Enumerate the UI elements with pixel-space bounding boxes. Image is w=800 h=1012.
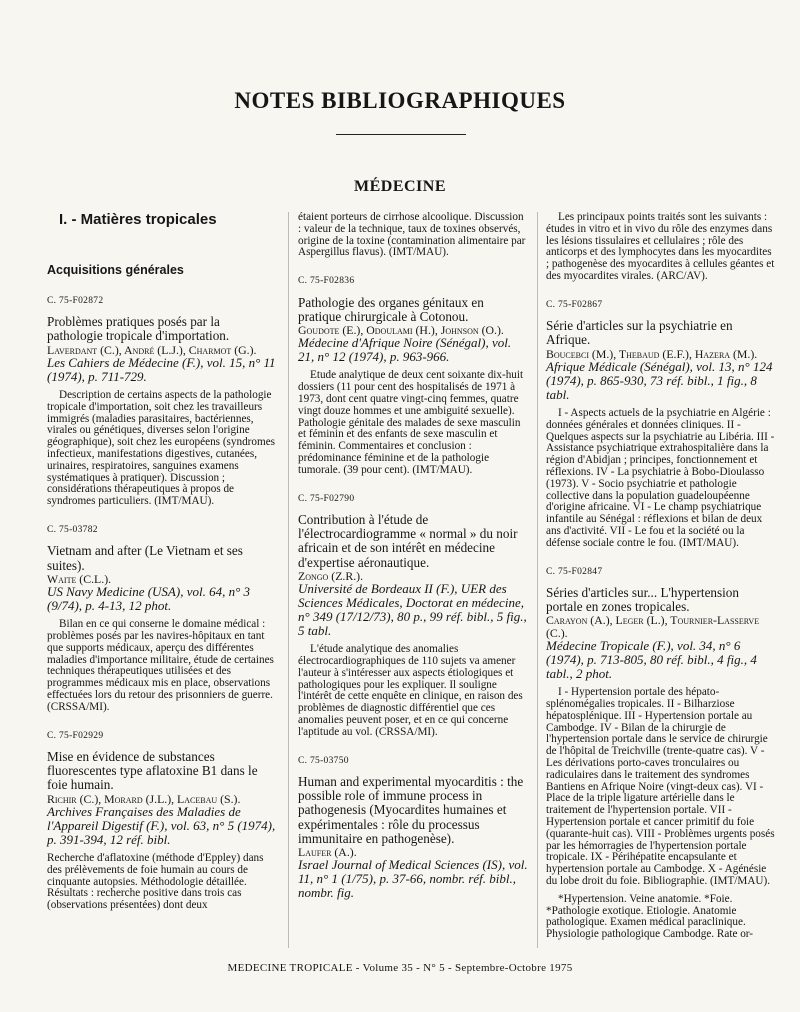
section-title: MÉDECINE xyxy=(353,178,446,195)
entry-abstract: Description de certains aspects de la pathologie tropicale d'importation, soit chez les travailleurs immigrés (maladies parasitaires, bactériennes, virales ou génétiques, diverses selon l'origine géographique), soit chez les européens (syndromes infectieux, manifestations digestives, cutanées, urinaires, respiratoires, sanguines examens systématiques à pratiquer). Discussion ; considérations thérapeutiques à propos de syndromes particuliers. (IMT/MAU). xyxy=(47,389,276,508)
entry-authors: Carayon (A.), Leger (L.), Tournier-Lasserve (C.). xyxy=(546,613,760,640)
entry-title: Mise en évidence de substances fluorescentes type aflatoxine B1 dans le foie humain. xyxy=(47,749,258,793)
entry-keywords: *Hypertension. Veine anatomie. *Foie. *Pathologie exotique. Etiologie. Anatomie pathologique. Examen médical paraclinique. Physiologie pathologique Cambodge. Rate or- xyxy=(546,892,754,941)
entry-abstract: Recherche d'aflatoxine (méthode d'Eppley) dans des prélèvements de foie humain au cours de cinquante autopsies. Méthodologie détaillée. Résultats : recherche positive dans trois cas (observations présentées) dont deux xyxy=(47,852,264,912)
bibliography-entry xyxy=(47,295,278,508)
entry-authors: Laufer (A.). xyxy=(298,845,357,859)
entry-reference: C. 75-F02836 xyxy=(298,276,355,287)
entry-abstract: I - Aspects actuels de la psychiatrie en Algérie : données générales et données cliniques. II - Quelques aspects sur la psychiatrie au Libéria. III - Assistance psychiatrique extrahospitalière dans la région d'Abidjan ; principes, fonctionnement et réflexions. IV - La psychiatrie à Bobo-Dioulasso (1973). V - Socio psychiatrie et pathologie collective dans la population guadeloupéenne d'origine africaine. VI - Le champ psychiatrique infantile au Sénégal : réflexions et bilan de deux ans d'activité. VII - Le fou et la société ou la défense sociale contre le fou. (IMT/MAU). xyxy=(546,407,775,549)
entry-abstract: I - Hypertension portale des hépato-splénomégalies tropicales. II - Bilharziose hépatosplénique. III - Hypertension portale au Cambodge. IV - Bilan de la chirurgie de l'hypertension portale dans le service de chirurgie de l'hôpital de Treichville (trente-quatre cas). V - Les dérivations porto-caves tronculaires ou radiculaires dans le traitement des syndromes Bantiens en Afrique Noire (vingt-deux cas). VI - Place de la triple ligature artérielle dans le traitement de l'hypertension portale. VII - Hypertension portale et cancer primitif du foie (quarante-huit cas). VIII - Problèmes urgents posés par les hémorragies de l'hypertension portale tropicale. IX - Périhépatite encapsulante et hypertension portale au Cambodge. X - Agénésie du lobe droit du foie. Bibliographie. (IMT/MAU). xyxy=(546,686,775,887)
column-divider xyxy=(288,212,289,948)
bibliography-entry xyxy=(298,275,528,476)
bibliography-entry xyxy=(47,730,278,912)
entry-title: Human and experimental myocarditis : the possible role of immune process in pathogenesis (Myocardites humaines et expérimentales : rôle du processus immunitaire en pathogenèse). xyxy=(298,773,524,846)
entry-source: Médecine Tropicale (F.), vol. 34, n° 6 (1974), p. 713-805, 80 réf. bibl., 4 fig., 4 tabl., 2 phot. xyxy=(546,638,757,682)
entry-source: Afrique Médicale (Sénégal), vol. 13, n° 124 (1974), p. 865-930, 73 réf. bibl., 1 fig., 8 tabl. xyxy=(546,359,773,402)
column-1 xyxy=(47,212,278,928)
entry-source: Israel Journal of Medical Sciences (IS), vol. 11, n° 1 (1/75), p. 37-66, nombr. réf. bibl., nombr. fig. xyxy=(298,857,528,901)
entry-source: Les Cahiers de Médecine (F.), vol. 15, n° 11 (1974), p. 711-729. xyxy=(47,355,276,385)
entry-reference: C. 75-F02872 xyxy=(47,295,104,306)
entry-title: Série d'articles sur la psychiatrie en Afrique. xyxy=(546,318,733,348)
entry-reference: C. 75-03782 xyxy=(47,525,98,535)
bibliography-entry xyxy=(47,524,278,714)
page-footer: MEDECINE TROPICALE - Volume 35 - N° 5 - Septembre-Octobre 1975 xyxy=(227,962,573,974)
category-heading: I. - Matières tropicales xyxy=(59,211,217,228)
bibliography-entry xyxy=(298,755,528,901)
entry-abstract: Etude analytique de deux cent soixante dix-huit dossiers (11 pour cent des hospitalisés de 1971 à 1973, dont cent quatre vingt-cinq femmes, quatre vingt douze hommes et une ambiguité sexuelle). Pathologie génitale des malades de sexe masculin et féminin et des enfants de sexe masculin et féminin. Commentaires et conclusion : prédominance féminine et de la pathologie tumorale. (39 pour cent). (IMT/MAU). xyxy=(298,369,524,476)
entry-title: Séries d'articles sur... L'hypertension portale en zones tropicales. xyxy=(546,584,739,615)
entry-authors: Boucebci (M.), Thebaud (E.F.), Hazera (M.). xyxy=(546,346,758,361)
bibliography-entry xyxy=(546,566,777,941)
entry-abstract: Bilan en ce qui conserne le domaine médical : problèmes posés par les navires-hôpitaux en tant que supports médicaux, aperçu des différentes maladies d'importance militaire, étude de certaines techniques thérapeutiques utilisées et des programmes médicaux mis en place, observations effectuées lors du retour des prisonniers de guerre. (CRSSA/MI). xyxy=(47,618,274,713)
entry-reference: C. 75-F02867 xyxy=(546,299,603,310)
entry-authors: Zongo (Z.R.). xyxy=(298,568,364,583)
entry-title: Pathologie des organes génitaux en pratique chirurgicale à Cotonou. xyxy=(298,294,484,324)
entry-title: Problèmes pratiques posés par la pathologie tropicale d'importation. xyxy=(47,314,230,344)
entry-abstract: L'étude analytique des anomalies électrocardiographiques de 110 sujets va amener l'auteur à s'intéresser aux aspects étiologiques et pathologiques pour les expliquer. Il souligne l'intérêt de cette enquête en clinique, en raison des problèmes de diagnostic différentiel que ces anomalies peuvent poser, et en ce qui concerne l'aptitude au vol. (CRSSA/MI). xyxy=(298,643,523,738)
subcategory-heading: Acquisitions générales xyxy=(47,263,184,278)
entry-authors: Waite (C.L.). xyxy=(47,571,112,586)
entry-source: Archives Françaises des Maladies de l'Appareil Digestif (F.), vol. 63, n° 5 (1974), p. 391-394, 12 réf. bibl. xyxy=(47,804,276,848)
entry-reference: C. 75-F02929 xyxy=(47,730,104,741)
entry-source: Médecine d'Afrique Noire (Sénégal), vol. 21, n° 12 (1974), p. 963-966. xyxy=(298,335,512,365)
entry-reference: C. 75-03750 xyxy=(298,755,349,766)
entry-authors: Goudote (E.), Odoulami (H.), Johnson (O.). xyxy=(298,323,504,337)
entry-reference: C. 75-F02790 xyxy=(298,493,355,504)
entry-title: Vietnam and after (Le Vietnam et ses suites). xyxy=(47,543,243,573)
bibliography-entry xyxy=(546,299,777,550)
bibliography-entry xyxy=(298,493,528,739)
title-divider xyxy=(336,134,466,135)
column-3 xyxy=(546,212,777,957)
entry-authors: Richir (C.), Morard (J.L.), Lacebau (S.). xyxy=(47,791,241,806)
entry-reference: C. 75-F02847 xyxy=(546,566,603,577)
entry-title: Contribution à l'étude de l'électrocardiogramme « normal » du noir africain et de son intérêt en médecine d'expertise aéronautique. xyxy=(298,511,518,570)
page-title: NOTES BIBLIOGRAPHIQUES xyxy=(234,88,566,113)
entry-authors: Laverdant (C.), André (L.J.), Charmot (G.). xyxy=(47,342,257,357)
entry-source: Université de Bordeaux II (F.), UER des Sciences Médicales, Doctorat en médecine, n° 349 (17/12/73), 80 p., 99 réf. bibl., 5 fig., 5 tabl. xyxy=(298,581,527,639)
entry-source: US Navy Medicine (USA), vol. 64, n° 3 (9/74), p. 4-13, 12 phot. xyxy=(47,584,251,614)
continued-abstract: Les principaux points traités sont les suivants : études in vitro et in vivo du rôle des enzymes dans les lésions tissulaires et cellulaires ; rôle des anticorps et des lymphocytes dans les myocardites ; pathogenèse des myocardites à cellules géantes et des myocardites virales. (ARC/AV). xyxy=(546,211,775,282)
continued-abstract: étaient porteurs de cirrhose alcoolique. Discussion : valeur de la technique, taux de toxines observés, origine de la toxine (contamination alimentaire par Aspergillus flavus). (IMT/MAU). xyxy=(298,211,526,259)
column-2 xyxy=(298,212,528,916)
column-divider xyxy=(537,212,538,948)
